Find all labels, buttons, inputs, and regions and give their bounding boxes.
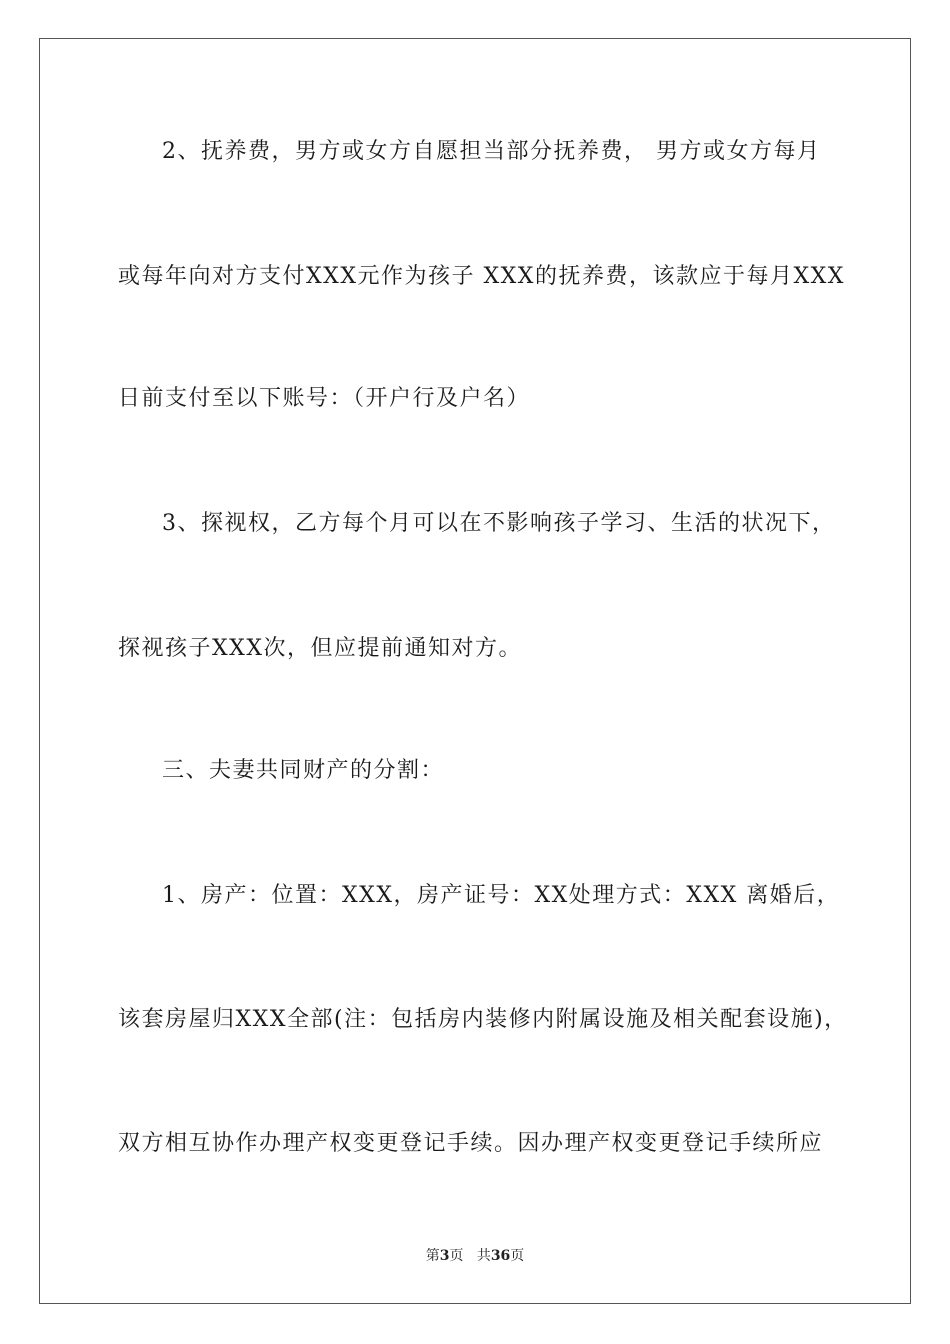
paragraph-line-1: 2、抚养费，男方或女方自愿担当部分抚养费， 男方或女方每月	[162, 139, 821, 164]
paragraph-line-4: 3、探视权，乙方每个月可以在不影响孩子学习、生活的状况下，	[162, 511, 836, 536]
paragraph-line-8: 该套房屋归XXX全部(注：包括房内装修内附属设施及相关配套设施)，	[118, 1007, 848, 1032]
page-border	[39, 38, 911, 1304]
page-suffix: 页	[449, 1248, 464, 1264]
page-number: 3	[439, 1248, 450, 1264]
page-footer	[0, 1246, 950, 1266]
section-heading: 三、夫妻共同财产的分割：	[162, 758, 445, 783]
total-prefix: 共	[476, 1248, 491, 1264]
total-pages: 36	[490, 1248, 511, 1264]
paragraph-line-9: 双方相互协作办理产权变更登记手续。因办理产权变更登记手续所应	[118, 1131, 824, 1156]
paragraph-line-5: 探视孩子XXX次，但应提前通知对方。	[118, 636, 522, 661]
paragraph-line-2: 或每年向对方支付XXX元作为孩子 XXX的抚养费，该款应于每月XXX	[118, 264, 845, 289]
paragraph-line-3: 日前支付至以下账号：（开户行及户名）	[118, 386, 531, 411]
paragraph-line-7: 1、房产：位置：XXX，房产证号：XX处理方式：XXX 离婚后，	[162, 883, 841, 908]
total-suffix: 页	[510, 1248, 525, 1264]
page-prefix: 第	[425, 1248, 440, 1264]
